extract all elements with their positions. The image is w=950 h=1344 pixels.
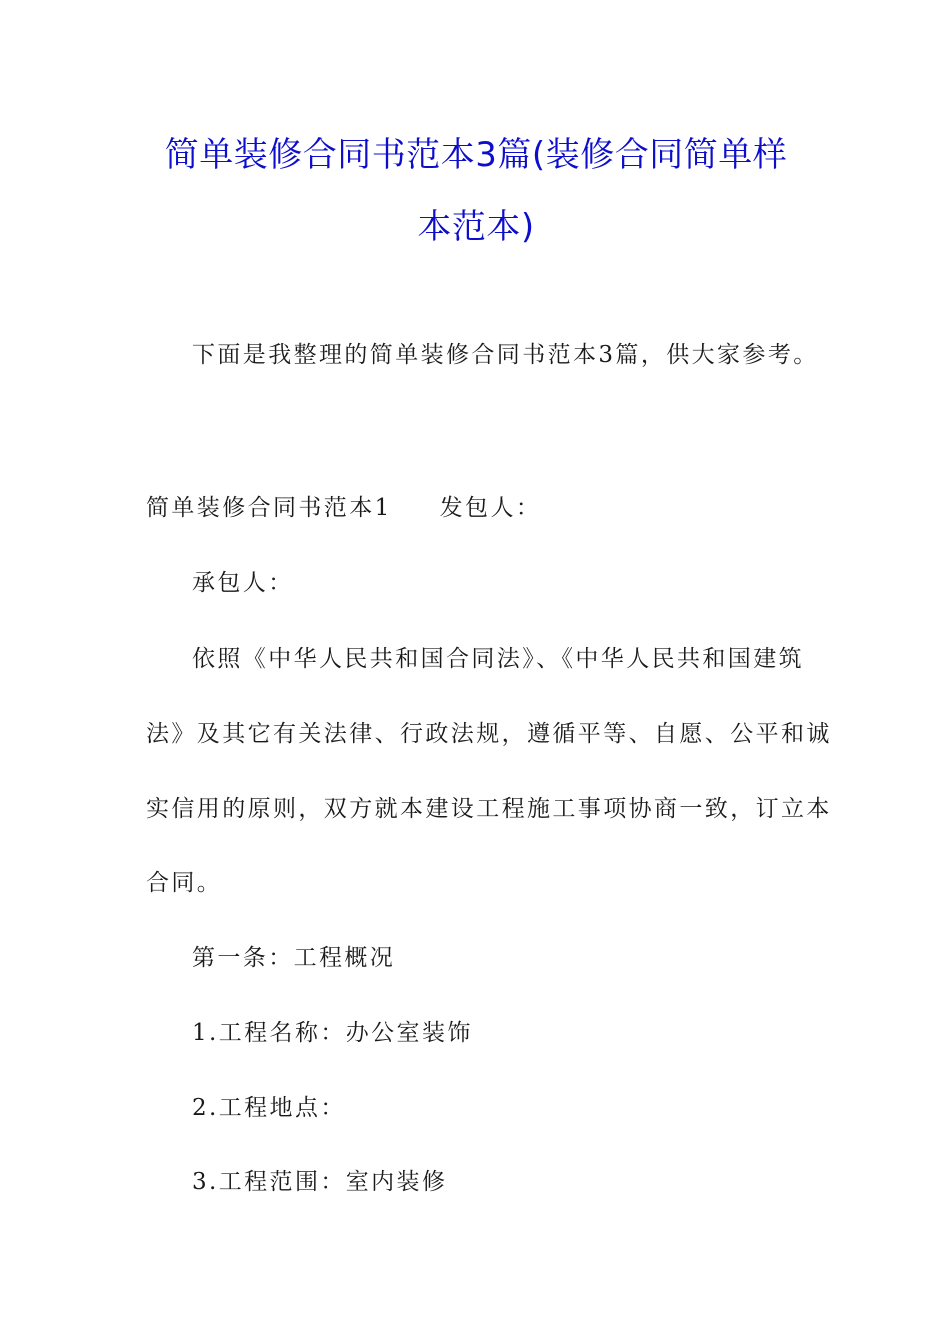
party-b-label: 承包人：	[192, 570, 294, 596]
section-1-heading: 简单装修合同书范本1	[146, 495, 392, 521]
paragraph-1-line-3: 实信用的原则，双方就本建设工程施工事项协商一致，订立本	[146, 796, 832, 822]
document-title-line-1: 简单装修合同书范本3篇(装修合同简单样	[164, 135, 788, 175]
party-a-label: 发包人：	[439, 495, 542, 521]
item-3: 3.工程范围：室内装修	[192, 1169, 448, 1195]
paragraph-1-line-4: 合同。	[146, 870, 223, 896]
intro-paragraph: 下面是我整理的简单装修合同书范本3篇，供大家参考。	[192, 342, 819, 368]
article-1-heading: 第一条：工程概况	[192, 945, 396, 971]
section-1-heading-line	[146, 493, 541, 523]
document-title-line-2: 本范本)	[417, 207, 535, 247]
item-2: 2.工程地点：	[192, 1095, 346, 1121]
paragraph-1-line-2: 法》及其它有关法律、行政法规，遵循平等、自愿、公平和诚	[146, 721, 832, 747]
paragraph-1-line-1: 依照《中华人民共和国合同法》、《中华人民共和国建筑	[192, 646, 804, 672]
item-1: 1.工程名称：办公室装饰	[192, 1020, 473, 1046]
